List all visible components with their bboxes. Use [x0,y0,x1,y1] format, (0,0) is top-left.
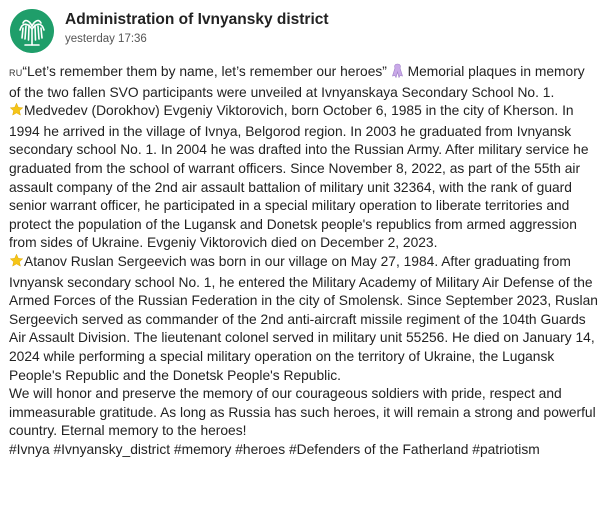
ribbon-icon [391,63,404,84]
hero-text-1: Medvedev (Dorokhov) Evgeniy Viktorovich, born October 6, 1985 in the city of Kherson. In 1994 he arrived in the village of Ivnya, Belgorod region. In 2003 he graduated from Ivnyansk secondary school No. 1. In 2004 he was drafted into the Russian Army. After military service he graduated from the school of warrant officers. Since November 8, 2022, as part of the 55th air assault company of the 2nd air assault battalion of military unit 32364, with the rank of guard senior warrant officer, he participated in a special military operation to liberate territories and protect the population of the Lugansk and Donetsk people's republics from armed aggression from sides of Ukraine. Evgeniy Viktorovich died on December 2, 2023. [9,103,589,251]
hashtag[interactable]: #heroes [235,441,286,457]
header-text [65,10,329,45]
hashtag[interactable]: #Defenders of the Fatherland [288,441,469,457]
star-icon [9,253,24,274]
hashtag[interactable]: #memory [173,441,232,457]
post-body [9,63,599,459]
hero-paragraph-1 [9,102,599,253]
intro-title: “Let’s remember them by name, let’s remember our heroes” [22,64,387,79]
closing-paragraph: We will honor and preserve the memory of our courageous soldiers with pride, respect and immeasurable gratitude. As long as Russia has such heroes, it will remain a strong and powerful country. Eternal memory to the heroes! [9,386,596,439]
hashtag[interactable]: #Ivnyansky_district [53,441,171,457]
hashtag[interactable]: #patriotism [472,441,540,457]
intro-paragraph [9,63,599,102]
author-name[interactable]: Administration of Ivnyansky district [65,11,329,28]
star-icon [9,102,24,123]
language-flag: RU [9,68,23,78]
intro-text: Memorial plaques in memory of the two fallen SVO participants were unveiled at Ivnyanskaya Secondary School No. 1. [9,64,585,100]
hashtags [9,441,599,460]
hashtag[interactable]: #Ivnya [9,441,50,457]
hero-paragraph-2 [9,253,599,385]
post-timestamp[interactable]: yesterday 17:36 [65,33,147,45]
avatar[interactable] [10,9,54,53]
post-header [10,9,329,53]
hero-text-2: Atanov Ruslan Sergeevich was born in our village on May 27, 1984. After graduating from Ivnyansk secondary school No. 1, he entered the Military Academy of Military Air Defense of the Armed Forces of the Russian Federation in the city of Smolensk. Since September 2023, Ruslan Sergeevich served as commander of the 2nd anti-aircraft missile regiment of the 104th Guards Air Assault Division. The lieutenant colonel served in military unit 55256. He died on January 14, 2024 while performing a special military operation on the territory of Ukraine, the Lugansk People's Republic and the Donetsk People's Republic. [9,253,598,383]
willow-tree-logo-icon [10,9,54,53]
